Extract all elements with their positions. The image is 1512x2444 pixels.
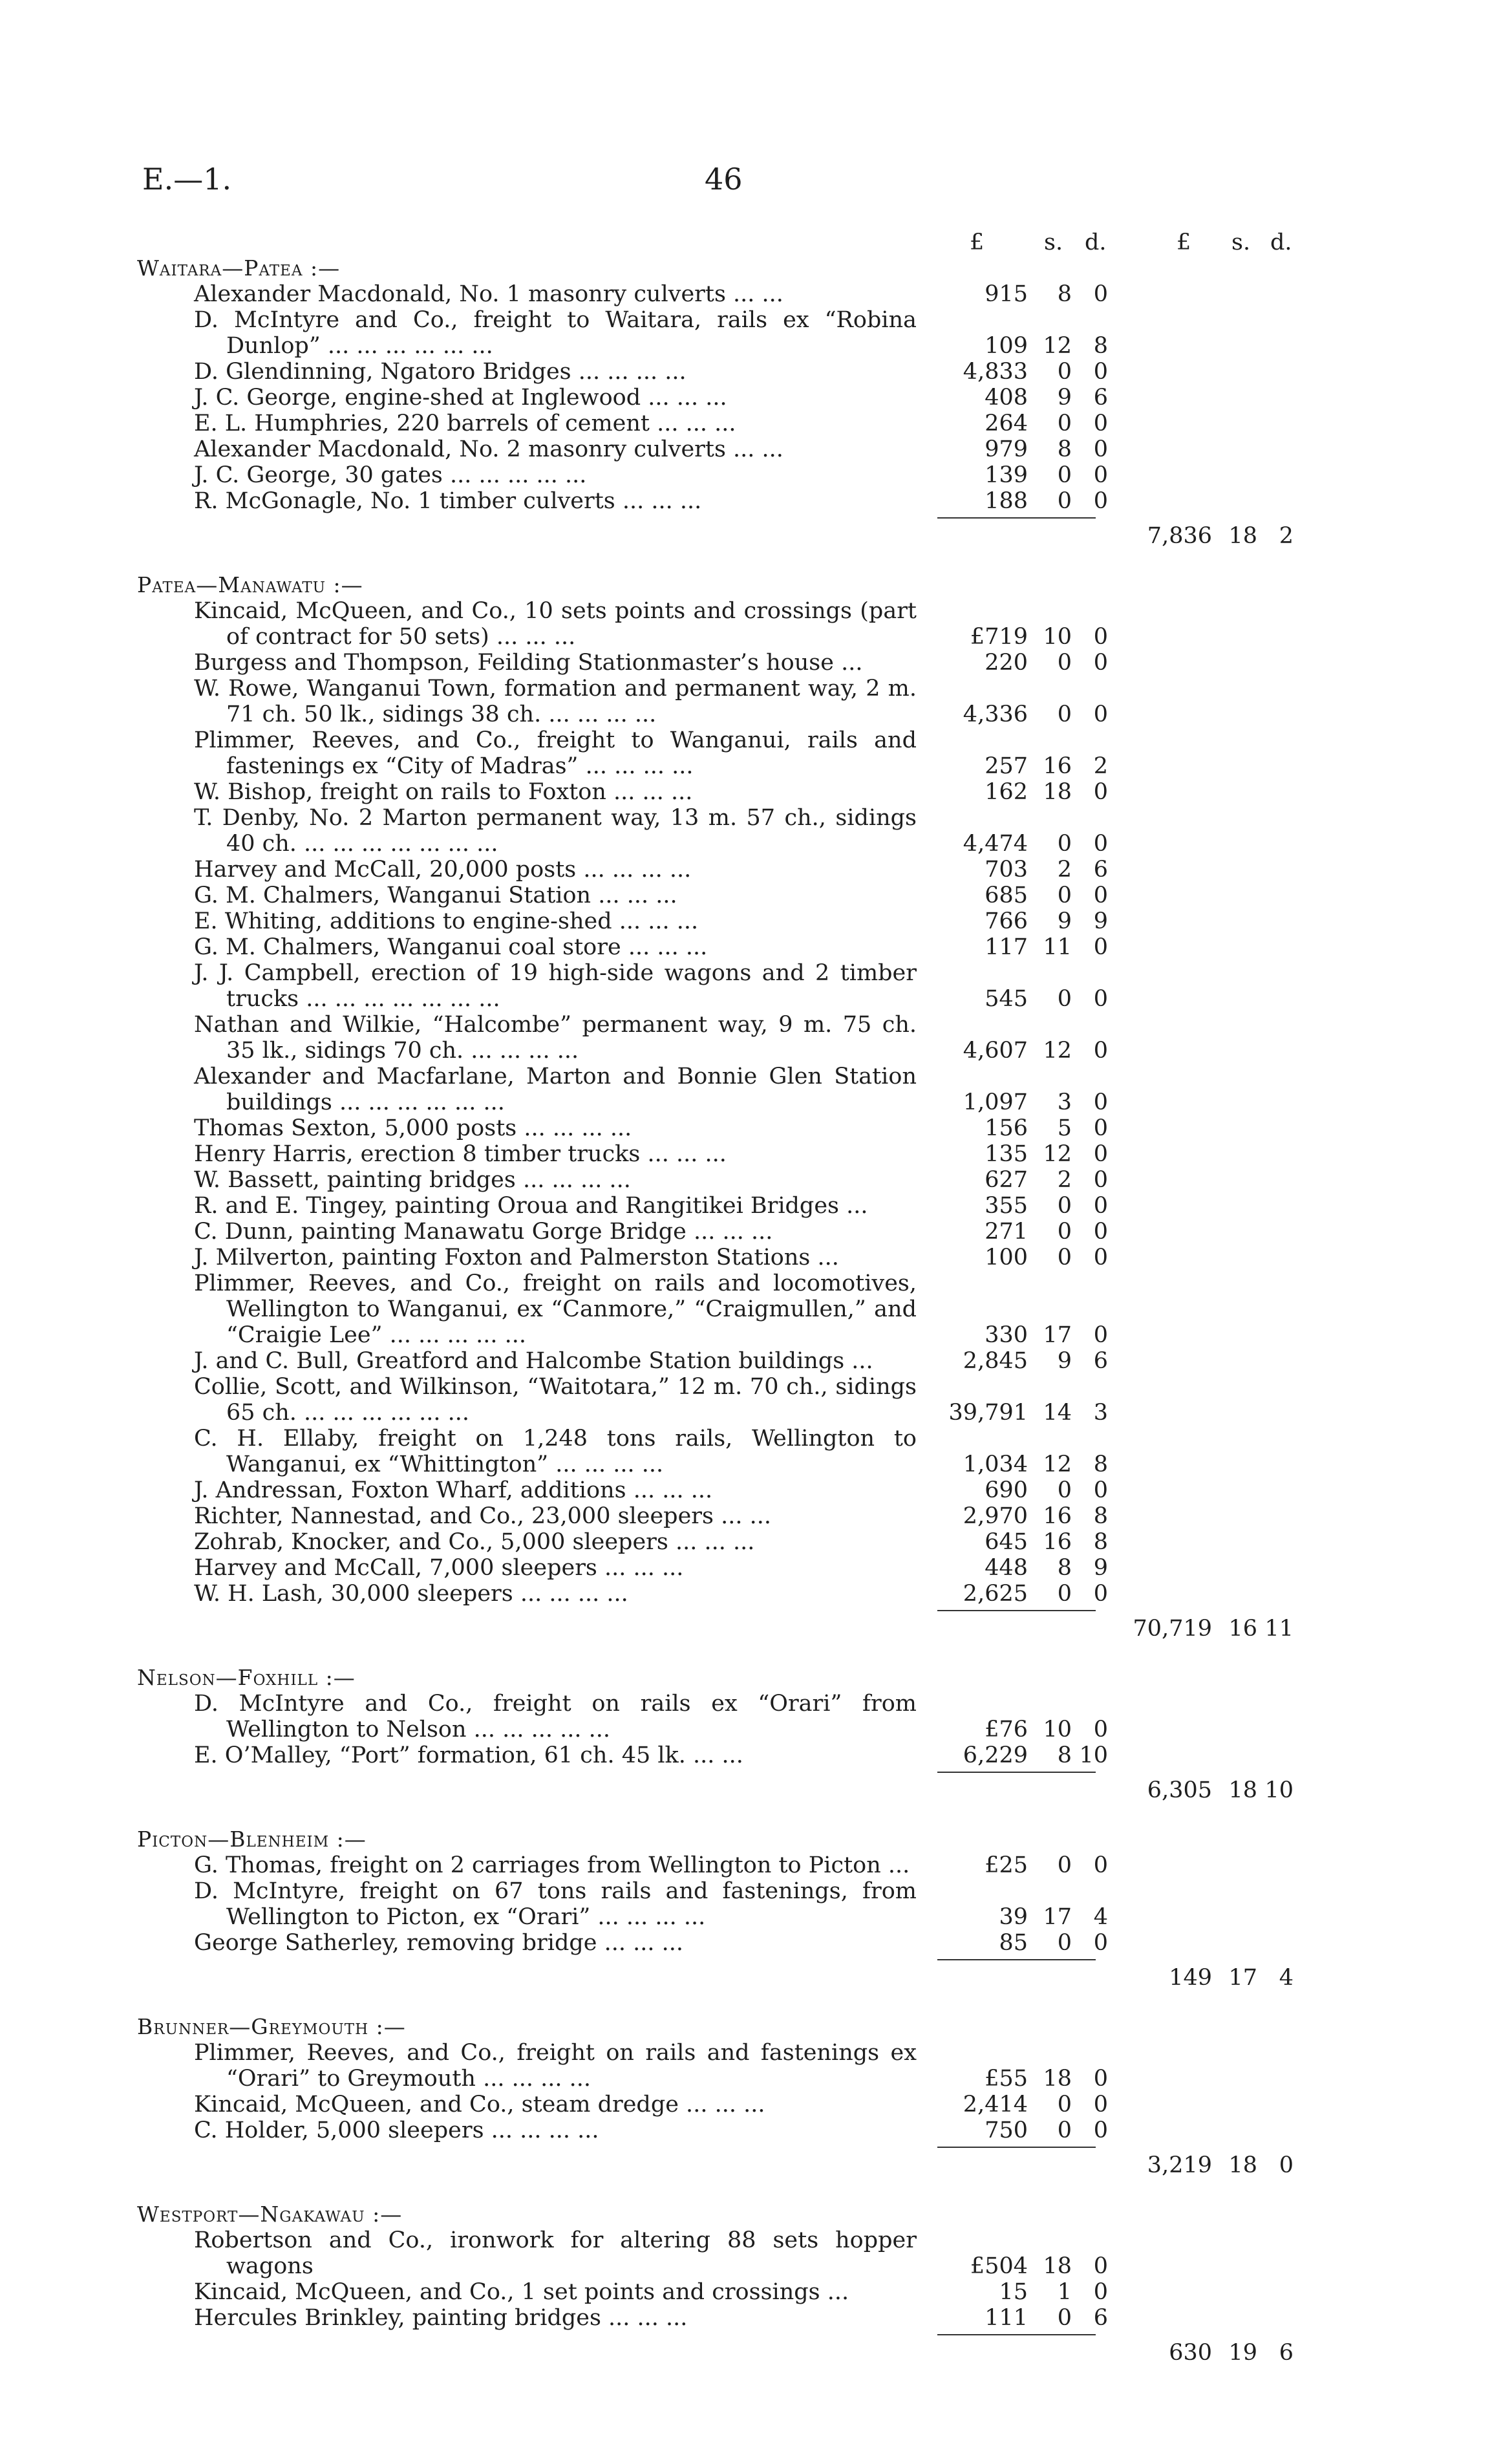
amount-pence: 0 [1093,934,1108,960]
amount-pounds: 685 [985,883,1028,908]
entry-description: Alexander Macdonald, No. 2 masonry culverts ... ... [194,436,783,462]
amount-pence: 9 [1093,908,1108,934]
amount-shillings: 0 [1057,1852,1072,1878]
entry-description: Kincaid, McQueen, and Co., steam dredge ... ... ... [194,2092,765,2117]
amount-pence: 8 [1093,1503,1108,1529]
amount-pounds: 156 [985,1115,1028,1141]
entry-description: J. Andressan, Foxton Wharf, additions ... ... ... [194,1477,713,1503]
ledger-section [0,255,1512,572]
ledger-row [0,934,1512,960]
amount-pence: 0 [1093,2066,1108,2092]
total-pounds: 630 [1169,2340,1212,2366]
entry-description: Kincaid, McQueen, and Co., 10 sets points and crossings (part of contract for 50 sets) ... ... ... [194,598,917,650]
amount-pence: 0 [1093,2092,1108,2117]
entry-description: Zohrab, Knocker, and Co., 5,000 sleepers ... ... ... [194,1529,755,1555]
total-pence: 4 [1279,1965,1294,1991]
amount-pence: 0 [1093,2117,1108,2143]
page-number: 46 [705,162,743,197]
amount-shillings: 10 [1043,624,1072,650]
amount-shillings: 18 [1043,2066,1072,2092]
amount-shillings: 17 [1043,1904,1072,1930]
amount-shillings: 14 [1043,1400,1072,1426]
document-reference: E.—1. [142,162,232,197]
entry-description: E. O’Malley, “Port” formation, 61 ch. 45 lk. ... ... [194,1742,743,1768]
ledger-row [0,650,1512,676]
amount-shillings: 12 [1043,1452,1072,1477]
amount-pounds: 355 [985,1193,1028,1219]
total-pounds: 6,305 [1147,1777,1212,1803]
ledger-row [0,488,1512,514]
amount-shillings: 0 [1057,462,1072,488]
ledger-row [0,2092,1512,2117]
amount-pence: 0 [1093,411,1108,436]
entry-description: E. L. Humphries, 220 barrels of cement ... ... ... [194,411,736,436]
ledger-row [0,462,1512,488]
entry-description: D. McIntyre and Co., freight on rails ex “Orari” from Wellington to Nelson ... ... ... ... ... [194,1691,917,1742]
section-gap [0,549,1512,572]
amount-pence: 3 [1093,1400,1108,1426]
amount-pence: 0 [1093,1167,1108,1193]
subtotal-rule [0,2143,1512,2152]
amount-shillings: 0 [1057,411,1072,436]
amount-pence: 10 [1079,1742,1108,1768]
amount-pounds: £25 [985,1852,1028,1878]
amount-shillings: 0 [1057,831,1072,857]
section-total [0,523,1512,549]
total-shillings: 17 [1228,1965,1257,1991]
amount-pounds: 85 [999,1930,1028,1956]
col-total-pence: d. [1270,230,1292,255]
total-pounds: 3,219 [1147,2152,1212,2178]
entry-description: J. Milverton, painting Foxton and Palmerston Stations ... [194,1245,839,1270]
amount-pounds: 100 [985,1245,1028,1270]
col-total-shillings: s. [1231,230,1251,255]
entry-description: J. and C. Bull, Greatford and Halcombe Station buildings ... [194,1348,873,1374]
amount-pence: 0 [1093,1193,1108,1219]
amount-pounds: 111 [985,2305,1028,2331]
ledger-row [0,1115,1512,1141]
entry-description: Hercules Brinkley, painting bridges ... ... ... [194,2305,688,2331]
amount-shillings: 0 [1057,2117,1072,2143]
section-title: Patea—Manawatu :— [137,572,363,597]
entry-description: Henry Harris, erection 8 timber trucks ... ... ... [194,1141,727,1167]
amount-pounds: 2,625 [963,1581,1028,1607]
entry-description: Collie, Scott, and Wilkinson, “Waitotara,” 12 m. 70 ch., sidings 65 ch. ... ... ... ... ... ... [194,1374,917,1426]
amount-pence: 9 [1093,1555,1108,1581]
ledger-row [0,436,1512,462]
amount-pence: 0 [1093,1219,1108,1245]
entry-description: Plimmer, Reeves, and Co., freight on rails and locomotives, Wellington to Wanganui, ex “Canmore,” “Craigmullen,” and “Craigie Lee” ... ... ... ... ... [194,1270,917,1348]
amount-pence: 8 [1093,1529,1108,1555]
ledger-row [0,1167,1512,1193]
amount-shillings: 12 [1043,1141,1072,1167]
entry-description: G. M. Chalmers, Wanganui Station ... ... ... [194,883,677,908]
amount-pounds: 117 [985,934,1028,960]
amount-pounds: 766 [985,908,1028,934]
ledger-row [0,1852,1512,1878]
entry-description: G. M. Chalmers, Wanganui coal store ... ... ... [194,934,708,960]
entry-description: Alexander Macdonald, No. 1 masonry culverts ... ... [194,281,783,307]
entry-description: J. C. George, engine-shed at Inglewood ... ... ... [194,385,727,411]
section-total [0,1616,1512,1642]
entry-description: George Satherley, removing bridge ... ... ... [194,1930,683,1956]
amount-shillings: 0 [1057,883,1072,908]
amount-pounds: 139 [985,462,1028,488]
subtotal-rule [0,2331,1512,2340]
amount-pence: 0 [1093,359,1108,385]
entry-description: Plimmer, Reeves, and Co., freight to Wanganui, rails and fastenings ex “City of Madras” ... ... ... ... [194,727,917,779]
ledger-row [0,1930,1512,1956]
ledger-section [0,2202,1512,2389]
entry-description: W. Rowe, Wanganui Town, formation and permanent way, 2 m. 71 ch. 50 lk., sidings 38 ch. ... ... ... ... [194,676,917,727]
section-gap [0,1642,1512,1665]
amount-shillings: 9 [1057,385,1072,411]
ledger-row [0,1742,1512,1768]
amount-shillings: 2 [1057,1167,1072,1193]
column-headings [0,230,1512,255]
ledger-content [0,255,1512,2389]
entry-description: Alexander and Macfarlane, Marton and Bonnie Glen Station buildings ... ... ... ... ... ... [194,1064,917,1115]
section-title: Brunner—Greymouth :— [137,2014,406,2039]
amount-pence: 8 [1093,333,1108,359]
amount-pounds: £504 [970,2253,1028,2279]
amount-pence: 0 [1093,1852,1108,1878]
amount-pence: 0 [1093,1477,1108,1503]
total-shillings: 18 [1228,523,1257,549]
amount-pence: 0 [1093,436,1108,462]
section-total [0,2340,1512,2366]
entry-description: Harvey and McCall, 7,000 sleepers ... ... ... [194,1555,684,1581]
amount-pounds: 690 [985,1477,1028,1503]
entry-description: D. McIntyre, freight on 67 tons rails and fastenings, from Wellington to Picton, ex “Orari” ... ... ... ... [194,1878,917,1930]
section-title: Nelson—Foxhill :— [137,1665,356,1690]
entry-description: Richter, Nannestad, and Co., 23,000 sleepers ... ... [194,1503,771,1529]
amount-pence: 0 [1093,1581,1108,1607]
section-title: Picton—Blenheim :— [137,1827,367,1852]
amount-shillings: 0 [1057,359,1072,385]
amount-pounds: 2,414 [963,2092,1028,2117]
amount-pence: 0 [1093,986,1108,1012]
amount-shillings: 16 [1043,753,1072,779]
entry-description: J. J. Campbell, erection of 19 high-side wagons and 2 timber trucks ... ... ... ... ... ... ... [194,960,917,1012]
amount-shillings: 9 [1057,1348,1072,1374]
amount-pounds: 4,474 [963,831,1028,857]
amount-pence: 0 [1093,281,1108,307]
amount-pence: 0 [1093,1322,1108,1348]
ledger-row [0,2227,1512,2279]
amount-pounds: 1,097 [963,1089,1028,1115]
section-gap [0,1803,1512,1827]
total-pence: 6 [1279,2340,1294,2366]
subtotal-rule [0,514,1512,523]
ledger-row [0,1477,1512,1503]
amount-pounds: 39,791 [948,1400,1028,1426]
amount-pence: 0 [1093,779,1108,805]
amount-shillings: 0 [1057,1477,1072,1503]
ledger-row [0,307,1512,359]
entry-description: D. Glendinning, Ngatoro Bridges ... ... ... ... [194,359,687,385]
total-shillings: 16 [1228,1616,1257,1642]
amount-pence: 0 [1093,1141,1108,1167]
entry-description: G. Thomas, freight on 2 carriages from Wellington to Picton ... [194,1852,910,1878]
ledger-row [0,2279,1512,2305]
total-pence: 11 [1264,1616,1294,1642]
ledger-row [0,676,1512,727]
ledger-row [0,1691,1512,1742]
amount-shillings: 8 [1057,1742,1072,1768]
col-total-pounds: £ [1177,230,1191,255]
total-pence: 2 [1279,523,1294,549]
amount-shillings: 16 [1043,1503,1072,1529]
amount-pence: 0 [1093,2279,1108,2305]
ledger-section [0,1665,1512,1827]
amount-pounds: 188 [985,488,1028,514]
amount-pounds: 545 [985,986,1028,1012]
entry-description: Thomas Sexton, 5,000 posts ... ... ... ... [194,1115,632,1141]
amount-shillings: 0 [1057,2092,1072,2117]
ledger-row [0,960,1512,1012]
amount-pence: 0 [1093,488,1108,514]
amount-pence: 6 [1093,385,1108,411]
ledger-row [0,727,1512,779]
amount-pounds: 39 [999,1904,1028,1930]
section-gap [0,1991,1512,2014]
ledger-row [0,908,1512,934]
amount-shillings: 10 [1043,1717,1072,1742]
amount-shillings: 5 [1057,1115,1072,1141]
amount-shillings: 18 [1043,2253,1072,2279]
amount-shillings: 1 [1057,2279,1072,2305]
total-pence: 0 [1279,2152,1294,2178]
entry-description: R. McGonagle, No. 1 timber culverts ... ... ... [194,488,702,514]
amount-shillings: 8 [1057,436,1072,462]
section-total [0,2152,1512,2178]
amount-shillings: 0 [1057,986,1072,1012]
ledger-row [0,1503,1512,1529]
subtotal-rule [0,1768,1512,1777]
amount-pounds: £719 [970,624,1028,650]
ledger-row [0,385,1512,411]
amount-pence: 0 [1093,624,1108,650]
amount-pence: 0 [1093,2253,1108,2279]
entry-description: Burgess and Thompson, Feilding Stationmaster’s house ... [194,650,863,676]
entry-description: W. Bassett, painting bridges ... ... ... ... [194,1167,631,1193]
amount-shillings: 9 [1057,908,1072,934]
page-header [142,162,1241,200]
amount-pounds: 627 [985,1167,1028,1193]
total-shillings: 18 [1228,2152,1257,2178]
amount-shillings: 12 [1043,1038,1072,1064]
amount-pence: 0 [1093,1038,1108,1064]
amount-pounds: 4,336 [963,702,1028,727]
amount-pounds: 271 [985,1219,1028,1245]
ledger-row [0,1193,1512,1219]
amount-pence: 0 [1093,462,1108,488]
col-pence: d. [1085,230,1107,255]
amount-pence: 0 [1093,831,1108,857]
ledger-row [0,281,1512,307]
amount-pounds: 1,034 [963,1452,1028,1477]
amount-pounds: 4,833 [963,359,1028,385]
amount-shillings: 12 [1043,333,1072,359]
amount-pounds: 750 [985,2117,1028,2143]
amount-shillings: 8 [1057,1555,1072,1581]
amount-pounds: 408 [985,385,1028,411]
ledger-section [0,2014,1512,2202]
amount-pounds: 15 [999,2279,1028,2305]
subtotal-rule [0,1956,1512,1965]
amount-pounds: 330 [985,1322,1028,1348]
ledger-row [0,779,1512,805]
ledger-section [0,1827,1512,2014]
section-gap [0,2366,1512,2389]
amount-pence: 0 [1093,1245,1108,1270]
total-pounds: 7,836 [1147,523,1212,549]
amount-pence: 2 [1093,753,1108,779]
amount-pence: 6 [1093,857,1108,883]
amount-pence: 0 [1093,650,1108,676]
subtotal-rule [0,1607,1512,1616]
entry-description: C. Dunn, painting Manawatu Gorge Bridge ... ... ... [194,1219,773,1245]
ledger-row [0,1878,1512,1930]
amount-pounds: 109 [985,333,1028,359]
ledger-row [0,1426,1512,1477]
ledger-row [0,2117,1512,2143]
ledger-row [0,805,1512,857]
amount-shillings: 0 [1057,1930,1072,1956]
amount-pounds: 162 [985,779,1028,805]
amount-shillings: 0 [1057,1245,1072,1270]
ledger-row [0,1245,1512,1270]
ledger-row [0,1374,1512,1426]
section-title: Waitara—Patea :— [137,255,341,281]
section-title: Westport—Ngakawau :— [137,2202,403,2227]
amount-pounds: 220 [985,650,1028,676]
amount-pence: 0 [1093,1717,1108,1742]
amount-pounds: 264 [985,411,1028,436]
amount-shillings: 0 [1057,702,1072,727]
amount-pounds: 979 [985,436,1028,462]
amount-shillings: 16 [1043,1529,1072,1555]
amount-pence: 8 [1093,1452,1108,1477]
total-pence: 10 [1264,1777,1294,1803]
amount-pence: 0 [1093,883,1108,908]
amount-shillings: 2 [1057,857,1072,883]
amount-pounds: £55 [985,2066,1028,2092]
amount-pence: 4 [1093,1904,1108,1930]
entry-description: Harvey and McCall, 20,000 posts ... ... ... ... [194,857,692,883]
amount-pounds: £76 [985,1717,1028,1742]
amount-pence: 0 [1093,702,1108,727]
amount-pounds: 703 [985,857,1028,883]
ledger-row [0,1529,1512,1555]
amount-pounds: 6,229 [963,1742,1028,1768]
amount-pence: 0 [1093,1115,1108,1141]
ledger-row [0,1270,1512,1348]
amount-shillings: 17 [1043,1322,1072,1348]
entry-description: Plimmer, Reeves, and Co., freight on rails and fastenings ex “Orari” to Greymouth ... ... ... ... [194,2040,917,2092]
amount-shillings: 0 [1057,650,1072,676]
amount-pounds: 135 [985,1141,1028,1167]
total-shillings: 18 [1228,1777,1257,1803]
amount-shillings: 8 [1057,281,1072,307]
amount-pence: 6 [1093,2305,1108,2331]
amount-pence: 0 [1093,1089,1108,1115]
amount-pounds: 915 [985,281,1028,307]
section-total [0,1965,1512,1991]
amount-pounds: 4,607 [963,1038,1028,1064]
col-pounds: £ [970,230,985,255]
col-shillings: s. [1044,230,1063,255]
entry-description: R. and E. Tingey, painting Oroua and Rangitikei Bridges ... [194,1193,868,1219]
ledger-section [0,572,1512,1665]
amount-shillings: 18 [1043,779,1072,805]
section-total [0,1777,1512,1803]
amount-shillings: 0 [1057,1581,1072,1607]
ledger-row [0,598,1512,650]
ledger-row [0,2305,1512,2331]
section-gap [0,2178,1512,2202]
ledger-row [0,1348,1512,1374]
amount-shillings: 3 [1057,1089,1072,1115]
entry-description: D. McIntyre and Co., freight to Waitara, rails ex “Robina Dunlop” ... ... ... ... ... ... [194,307,917,359]
ledger-row [0,411,1512,436]
total-pounds: 149 [1169,1965,1212,1991]
entry-description: J. C. George, 30 gates ... ... ... ... ... [194,462,587,488]
amount-pence: 6 [1093,1348,1108,1374]
ledger-row [0,857,1512,883]
ledger-row [0,2040,1512,2092]
ledger-row [0,883,1512,908]
ledger-row [0,1141,1512,1167]
amount-pounds: 448 [985,1555,1028,1581]
amount-pounds: 645 [985,1529,1028,1555]
entry-description: T. Denby, No. 2 Marton permanent way, 13 m. 57 ch., sidings 40 ch. ... ... ... ... ... ... ... [194,805,917,857]
ledger-row [0,359,1512,385]
entry-description: C. Holder, 5,000 sleepers ... ... ... ... [194,2117,599,2143]
amount-pence: 0 [1093,1930,1108,1956]
entry-description: W. Bishop, freight on rails to Foxton ... ... ... [194,779,693,805]
entry-description: C. H. Ellaby, freight on 1,248 tons rails, Wellington to Wanganui, ex “Whittington” ... ... ... ... [194,1426,917,1477]
ledger-row [0,1581,1512,1607]
amount-shillings: 0 [1057,1219,1072,1245]
amount-pounds: 2,970 [963,1503,1028,1529]
ledger-row [0,1064,1512,1115]
total-pounds: 70,719 [1133,1616,1212,1642]
ledger-row [0,1219,1512,1245]
entry-description: Robertson and Co., ironwork for altering 88 sets hopper wagons [194,2227,917,2279]
entry-description: Nathan and Wilkie, “Halcombe” permanent way, 9 m. 75 ch. 35 lk., sidings 70 ch. ... ... ... ... [194,1012,917,1064]
amount-shillings: 0 [1057,1193,1072,1219]
amount-shillings: 0 [1057,2305,1072,2331]
amount-pounds: 2,845 [963,1348,1028,1374]
amount-pounds: 257 [985,753,1028,779]
entry-description: Kincaid, McQueen, and Co., 1 set points and crossings ... [194,2279,849,2305]
total-shillings: 19 [1228,2340,1257,2366]
ledger-row [0,1012,1512,1064]
amount-shillings: 0 [1057,488,1072,514]
entry-description: E. Whiting, additions to engine-shed ... ... ... [194,908,699,934]
entry-description: W. H. Lash, 30,000 sleepers ... ... ... ... [194,1581,628,1607]
amount-shillings: 11 [1043,934,1072,960]
ledger-row [0,1555,1512,1581]
